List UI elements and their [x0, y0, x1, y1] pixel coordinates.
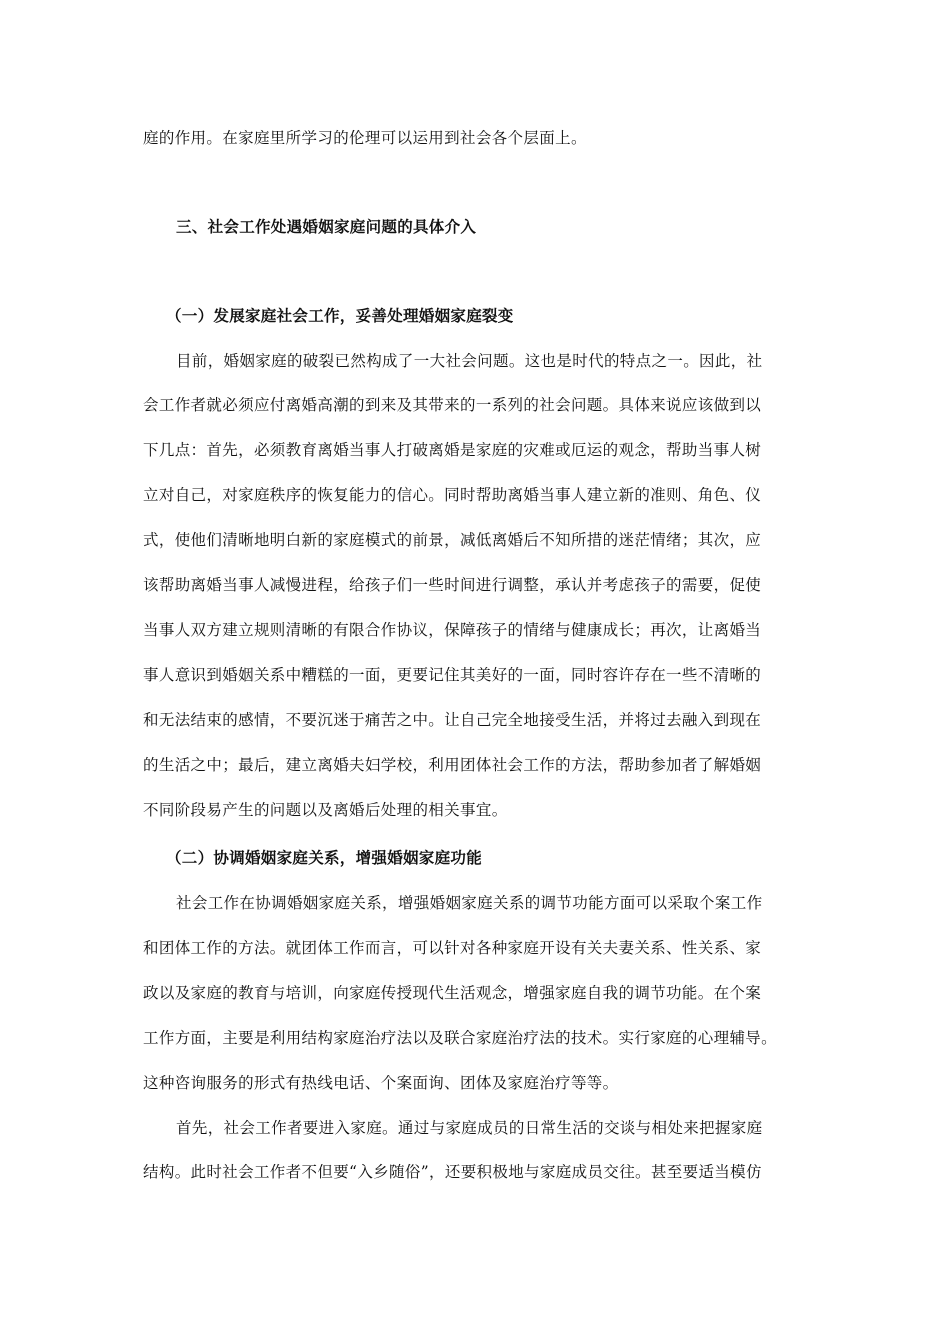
paragraph-1-line: 式，使他们清晰地明白新的家庭模式的前景，减低离婚后不知所措的迷茫情绪；其次，应	[143, 531, 762, 549]
subsection-2-heading: （二）协调婚姻家庭关系，增强婚姻家庭功能	[166, 848, 483, 867]
paragraph-2-line: 工作方面，主要是利用结构家庭治疗法以及联合家庭治疗法的技术。实行家庭的心理辅导。	[143, 1029, 778, 1047]
paragraph-1-line: 的生活之中；最后，建立离婚夫妇学校，利用团体社会工作的方法，帮助参加者了解婚姻	[143, 756, 762, 774]
paragraph-2-line: 政以及家庭的教育与培训，向家庭传授现代生活观念，增强家庭自我的调节功能。在个案	[143, 984, 762, 1002]
paragraph-2-line: 这种咨询服务的形式有热线电话、个案面询、团体及家庭治疗等等。	[143, 1074, 619, 1092]
paragraph-2-line: 和团体工作的方法。就团体工作而言，可以针对各种家庭开设有关夫妻关系、性关系、家	[143, 939, 762, 957]
section-3-heading: 三、社会工作处遇婚姻家庭问题的具体介入	[176, 217, 477, 236]
paragraph-1-line: 该帮助离婚当事人减慢进程，给孩子们一些时间进行调整，承认并考虑孩子的需要，促使	[143, 576, 762, 594]
paragraph-3-line: 结构。此时社会工作者不但要“入乡随俗”，还要积极地与家庭成员交往。甚至要适当模仿	[143, 1163, 762, 1181]
subsection-1-heading: （一）发展家庭社会工作，妥善处理婚姻家庭裂变	[166, 306, 514, 325]
intro-tail-line: 庭的作用。在家庭里所学习的伦理可以运用到社会各个层面上。	[143, 129, 587, 147]
paragraph-1-line: 立对自己，对家庭秩序的恢复能力的信心。同时帮助离婚当事人建立新的准则、角色、仪	[143, 486, 762, 504]
paragraph-1-line: 会工作者就必须应付离婚高潮的到来及其带来的一系列的社会问题。具体来说应该做到以	[143, 396, 762, 414]
paragraph-3-line: 首先，社会工作者要进入家庭。通过与家庭成员的日常生活的交谈与相处来把握家庭	[176, 1119, 763, 1137]
paragraph-1-line: 事人意识到婚姻关系中糟糕的一面，更要记住其美好的一面，同时容许存在一些不清晰的	[143, 666, 762, 684]
paragraph-1-line: 下几点：首先，必须教育离婚当事人打破离婚是家庭的灾难或厄运的观念，帮助当事人树	[143, 441, 762, 459]
paragraph-2-line: 社会工作在协调婚姻家庭关系，增强婚姻家庭关系的调节功能方面可以采取个案工作	[176, 894, 763, 912]
paragraph-1-line: 不同阶段易产生的问题以及离婚后处理的相关事宜。	[143, 801, 508, 819]
paragraph-1-line: 当事人双方建立规则清晰的有限合作协议，保障孩子的情绪与健康成长；再次，让离婚当	[143, 621, 762, 639]
paragraph-1-line: 目前，婚姻家庭的破裂已然构成了一大社会问题。这也是时代的特点之一。因此，社	[176, 352, 763, 370]
paragraph-1-line: 和无法结束的感情，不要沉迷于痛苦之中。让自己完全地接受生活，并将过去融入到现在	[143, 711, 762, 729]
